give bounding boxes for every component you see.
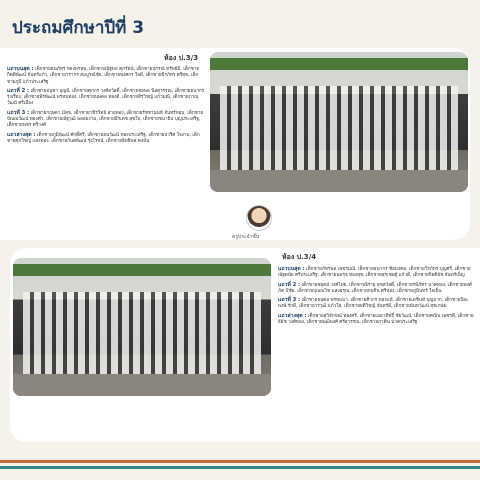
row-names: เด็กชายชยุตม์ วงศ์ไทย, เด็กชายจิรายุ สุขสวัสดิ์, เด็กชายรพีภัทร นาคทอง, เด็กชายพงศ์ภัค มีชัย, เด็กชายปุณณวิช แสงอรุณ, เด็กชายกฤติน ศรีทอง, เด็กชายภูมินทร์ ใจเย็น <box>278 282 472 294</box>
row-group <box>7 88 205 108</box>
row-label: แถวที่ 2 : <box>7 87 30 94</box>
teacher-caption: ครูประจำชั้น <box>232 234 260 240</box>
page-title: ประถมศึกษาปีที่ 3 <box>12 18 145 38</box>
row-names: เด็กชายธนดล พรหมมา, เด็กชายศิวกร ทองแท้, เด็กชายเตชินท์ บุญมาก, เด็กชายปิยะพงษ์ รักดี, เด็กชายวรวุฒิ แก้วใส, เด็กชายอติวิชญ์ จันทร์ดี, เด็กชายนันทวัฒน์ สุขเกษม <box>278 298 469 310</box>
room-label: ห้อง ป.3/4 <box>282 253 317 261</box>
room-label: ห้อง ป.3/3 <box>164 54 199 62</box>
row-label: แถวล่างสุด : <box>7 131 36 138</box>
student-list-3-3 <box>7 66 205 147</box>
row-label: แถวบนสุด : <box>278 266 305 272</box>
row-group <box>7 132 205 146</box>
class-photo-3-3 <box>210 52 468 192</box>
row-group <box>278 313 474 327</box>
row-names: เด็กชายอนุชา บุญมี, เด็กชายศุภกร วงศ์สวัสดิ์, เด็กชายชยพล นิลสุวรรณ, เด็กชายธนากร รุ่งเรือง, เด็กชายพีรพัฒน์ พรหมทอง, เด็กชายนพดล ทองดี, เด็กชายสิรวิชญ์ แก้วมณี, เด็กชายภาณุวัฒน์ ศรีเมือง <box>7 88 205 107</box>
row-group <box>278 266 474 280</box>
student-list-3-4 <box>278 266 474 328</box>
row-names: เด็กชายภูมิพัฒน์ ศักดิ์ศรี, เด็กชายธนวัฒน์ ทองประเสริฐ, เด็กชายปวริศ ใจงาม, เด็กชายศุภวิชญ์ แสงทอง, เด็กชายกันตพัฒน์ รุ่งโรจน์, เด็กชายอิทธิพล คงมั่น <box>7 132 200 144</box>
row-names: เด็กชายสุวิจักขณ์ ทองศรี, เด็กชายเมธาสิทธิ์ ชัยวัฒน์, เด็กชายคณิน เพชรดี, เด็กชายธีธัช วงศ์ทอง, เด็กชายพุฒิพงศ์ ศรีสุวรรณ, เด็กชายภาคิน นาคประเสริฐ <box>278 313 474 326</box>
row-label: แถวที่ 2 : <box>278 281 301 288</box>
row-group <box>7 110 205 130</box>
row-group <box>278 297 474 311</box>
row-group <box>7 66 205 86</box>
row-label: แถวที่ 3 : <box>7 109 30 116</box>
row-label: แถวล่างสุด : <box>278 312 307 319</box>
row-group <box>278 282 474 296</box>
row-names: เด็กชายภัทรพล เพชรมณี, เด็กชายธนากร ชัยมงคล, เด็กชายวีรภัทร บุญศรี, เด็กชายณัฐดนัย ศรีประเสริฐ, เด็กชายนพรุจ ทองสุข, เด็กชายสุรเชษฐ์ แก้วดี, เด็กชายกิตติธัช จันทร์เพ็ญ <box>278 267 471 279</box>
row-names: เด็กชายกฤษดา มีสุข, เด็กชายวชิรวิทย์ สายทอง, เด็กชายรัชชานนท์ จันทร์หอม, เด็กชายปัณณวัฒน์ ทองคำ, เด็กชายณัฐวุฒิ พลอยงาม, เด็กชายธีรเดช สุขใจ, เด็กชายชนาธิป บุญประเสริฐ, เด็กชายพชร ศรีวงศ์ <box>7 110 204 129</box>
row-label: แถวบนสุด : <box>7 66 34 72</box>
row-label: แถวที่ 3 : <box>278 297 301 304</box>
row-names: เด็กชายธนภัทร ทองพรหม, เด็กชายณัฐพล ศุภรัตน์, เด็กชายปกรณ์ ทรัพย์มี, เด็กชายกิตติพัฒน์ จันทร์แก้ว, เด็กชายวรากร สมบูรณ์ชัย, เด็กชายพงศกร ใจดี, เด็กชายธีรภัทร ศรีสุข, เด็กชายภูมิ แก้วประเสริฐ <box>7 67 200 85</box>
class-photo-3-4 <box>13 258 271 396</box>
teacher-avatar <box>246 205 272 231</box>
decorative-stripes <box>0 460 480 472</box>
